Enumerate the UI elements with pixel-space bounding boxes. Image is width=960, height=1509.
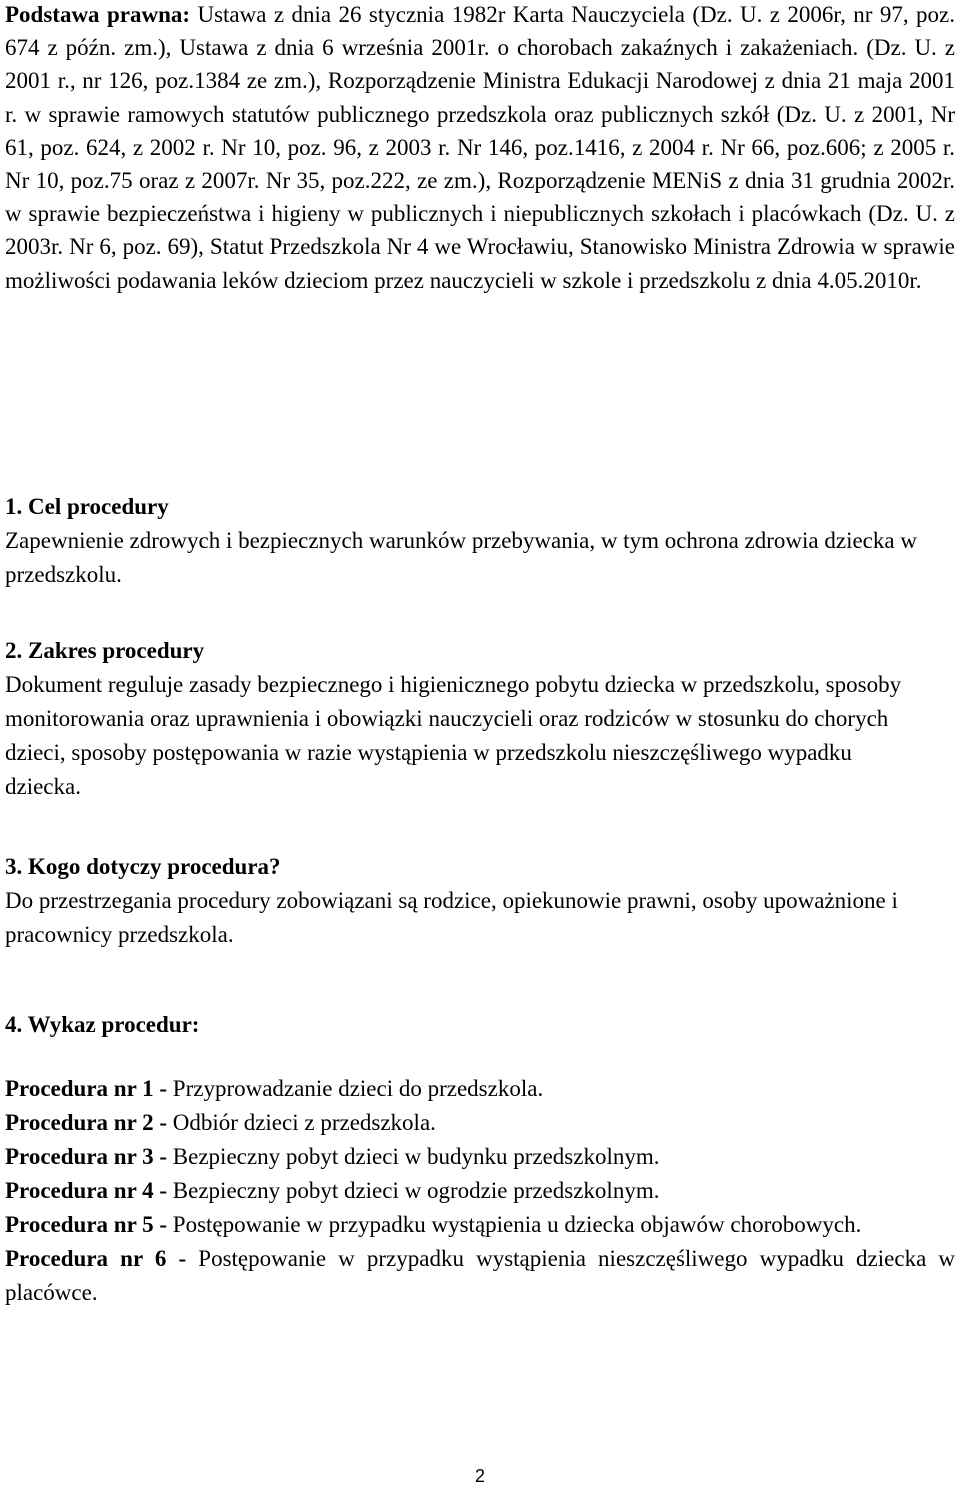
list-item [5, 1072, 955, 1106]
procedure-text: Postępowanie w przypadku wystąpienia u dziecka objawów chorobowych. [172, 1212, 862, 1237]
section-heading: 4. Wykaz procedur: [5, 1012, 200, 1037]
procedure-label: Procedura nr 4 - [5, 1178, 168, 1203]
section-heading: 3. Kogo dotyczy procedura? [5, 854, 281, 879]
procedure-label: Procedura nr 3 - [5, 1144, 168, 1169]
procedure-text: Przyprowadzanie dzieci do przedszkola. [172, 1076, 544, 1101]
section-scope [5, 634, 955, 804]
section-text: Zapewnienie zdrowych i bezpiecznych warunków przebywania, w tym ochrona zdrowia dziecka w przedszkolu. [5, 528, 917, 587]
procedure-text: Odbiór dzieci z przedszkola. [172, 1110, 436, 1135]
list-item [5, 1208, 955, 1242]
list-item [5, 1106, 955, 1140]
procedure-list [5, 1072, 955, 1310]
list-item [5, 1174, 955, 1208]
procedure-label: Procedura nr 2 - [5, 1110, 168, 1135]
procedure-label: Procedura nr 6 - [5, 1246, 187, 1271]
legal-basis-label: Podstawa prawna: [5, 2, 191, 27]
section-heading: 1. Cel procedury [5, 494, 169, 519]
legal-basis-text: Ustawa z dnia 26 stycznia 1982r Karta Nauczyciela (Dz. U. z 2006r, nr 97, poz. 674 z późn. zm.), Ustawa z dnia 6 września 2001r. o chorobach zakaźnych i zakażeniach. (Dz. U. z 2001 r., nr 126, poz.1384 ze zm.), Rozporządzenie Ministra Edukacji Narodowej z dnia 21 maja 2001 r. w sprawie ramowych statutów publicznego przedszkola oraz publicznych szkół (Dz. U. z 2001, Nr 61, poz. 624, z 2002 r. Nr 10, poz. 96, z 2003 r. Nr 146, poz.1416, z 2004 r. Nr 66, poz.606; z 2005 r. Nr 10, poz.75 oraz z 2007r. Nr 35, poz.222, ze zm.), Rozporządzenie MENiS z dnia 31 grudnia 2002r. w sprawie bezpieczeństwa i higieny w publicznych i niepublicznych szkołach i placówkach (Dz. U. z 2003r. Nr 6, poz. 69), Statut Przedszkola Nr 4 we Wrocławiu, Stanowisko Ministra Zdrowia w sprawie możliwości podawania leków dzieciom przez nauczycieli w szkole i przedszkolu z dnia 4.05.2010r. [5, 2, 956, 293]
list-item [5, 1140, 955, 1174]
procedure-text: Bezpieczny pobyt dzieci w ogrodzie przedszkolnym. [172, 1178, 660, 1203]
section-list-heading [5, 1008, 955, 1042]
procedure-label: Procedura nr 1 - [5, 1076, 168, 1101]
procedure-text: Bezpieczny pobyt dzieci w budynku przedszkolnym. [172, 1144, 660, 1169]
procedure-label: Procedura nr 5 - [5, 1212, 168, 1237]
section-who [5, 850, 955, 952]
legal-basis-paragraph [5, 0, 955, 297]
section-goal [5, 490, 955, 592]
section-heading: 2. Zakres procedury [5, 638, 205, 663]
page-number: 2 [474, 1466, 485, 1486]
section-text: Dokument reguluje zasady bezpiecznego i higienicznego pobytu dziecka w przedszkolu, sposoby monitorowania oraz uprawnienia i obowiązki nauczycieli oraz rodziców w stosunku do chorych dzieci, sposoby postępowania w razie wystąpienia w przedszkolu nieszczęśliwego wypadku dziecka. [5, 672, 902, 799]
procedure-text: Postępowanie w przypadku wystąpienia nieszczęśliwego wypadku dziecka w placówce. [5, 1246, 956, 1305]
list-item [5, 1242, 955, 1310]
section-text: Do przestrzegania procedury zobowiązani są rodzice, opiekunowie prawni, osoby upoważnione i pracownicy przedszkola. [5, 888, 898, 947]
